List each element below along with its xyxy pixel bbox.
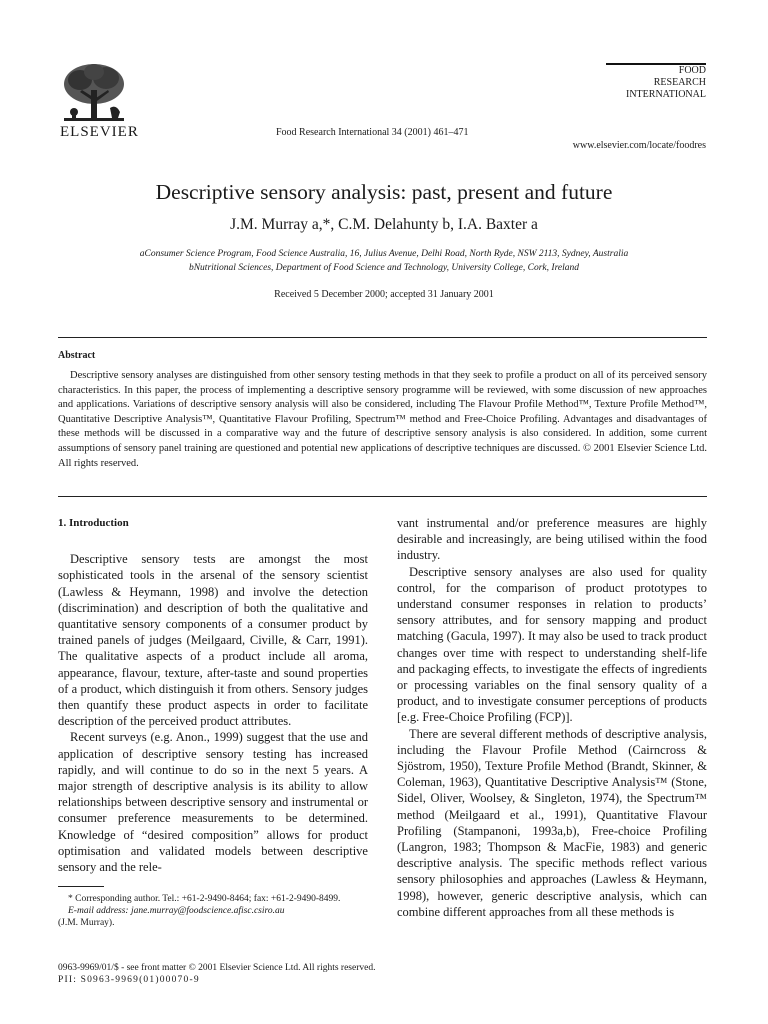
abstract-top-rule <box>58 337 707 338</box>
journal-url-link[interactable]: www.elsevier.com/locate/foodres <box>572 140 706 151</box>
body-right-column <box>397 515 707 920</box>
journal-citation: Food Research International 34 (2001) 461–471 <box>276 127 469 138</box>
pii-line: PII: S0963-9969(01)00070-9 <box>58 975 200 985</box>
author-list: J.M. Murray a,*, C.M. Delahunty b, I.A. Baxter a <box>230 216 538 233</box>
section-heading: 1. Introduction <box>58 517 129 529</box>
abstract-bottom-rule <box>58 496 707 497</box>
elsevier-tree-logo <box>58 60 130 126</box>
body-paragraph: There are several different methods of descriptive analysis, including the Flavour Profile Method (Cairncross & Sjöstrom, 1950), Texture Profile Method (Brandt, Skinner, & Coleman, 1963), Quantitative Descriptive Analysis™ (Stone, Sidel, Oliver, Woolsey, & Singleton, 1974), the Spectrum™ method (Meilgaard et al., 1991), Quantitative Flavour Profiling (Stampanoni, 1993a,b), Free-choice Profiling (Langron, 1983; Thompson & MacFie, 1983) and generic descriptive analysis. The specific methods reflect various sensory philosophies and approaches (Lawless & Heymann, 1998), however, generic descriptive analysis, which can combine different approaches from all these methods is <box>397 726 707 919</box>
publisher-logo-text: ELSEVIER <box>60 124 139 140</box>
received-dates: Received 5 December 2000; accepted 31 January 2001 <box>274 289 494 300</box>
body-paragraph: Recent surveys (e.g. Anon., 1999) suggest that the use and application of descriptive sensory testing has increased rapidly, and will continue to do so in the next 5 years. A major strength of descriptive analysis is its ability to allow relationships between descriptive sensory and instrumental or consumer preference measurements to be determined. Knowledge of “desired composition” allows for product optimisation and validated models between descriptive sensory and the rele- <box>58 730 368 875</box>
body-paragraph: Descriptive sensory analyses are also used for quality control, for the comparison of product prototypes to understand consumer responses in relation to products’ sensory attributes, and for sensory mapping and product matching (Gacula, 1997). It may also be used to track product changes over time with respect to understanding shelf-life and packaging effects, to investigate the effects of ingredients or processing variables on the final sensory quality of a product, and to investigate consumer perceptions of products [e.g. Free-Choice Profiling (FCP)]. <box>397 564 707 725</box>
copyright-line: 0963-9969/01/$ - see front matter © 2001 Elsevier Science Ltd. All rights reserved. <box>58 963 376 973</box>
article-title: Descriptive sensory analysis: past, present and future <box>155 180 613 204</box>
corresponding-author-note: * Corresponding author. Tel.: +61-2-9490-8464; fax: +61-2-9490-8499. <box>68 894 341 904</box>
footnote-rule <box>58 886 104 887</box>
body-paragraph: vant instrumental and/or preference measures are highly desirable and increasingly, are being utilised within the food industry. <box>397 516 707 563</box>
abstract-text: Descriptive sensory analyses are distinguished from other sensory testing methods in that they seek to profile a product on all of its perceived sensory characteristics. In this paper, the process of implementing a descriptive sensory programme will be reviewed, with some discussion of new approaches and applications. Variations of descriptive sensory analysis will also be considered, including The Flavour Profile Method™, Texture Profile Method™, Quantitative Descriptive Analysis™, Quantitative Flavour Profiling, Spectrum™ method and Free-Choice Profiling. Advantages and disadvantages of these methods will be discussed in a comparative way and the future of descriptive sensory analysis is also considered. In addition, some current assumptions of sensory panel training are questioned and potential new applications of descriptive techniques are discussed. © 2001 Elsevier Science Ltd. All rights reserved. <box>58 370 707 469</box>
affiliation-b: bNutritional Sciences, Department of Food Science and Technology, University College, Cork, Ireland <box>188 263 580 273</box>
body-left-column <box>58 515 368 875</box>
email-address-link[interactable]: E-mail address: jane.murray@foodscience.afisc.csiro.au <box>68 906 285 916</box>
journal-name-line: RESEARCH <box>653 77 706 88</box>
journal-name <box>606 65 706 101</box>
journal-name-line: FOOD <box>678 65 706 76</box>
affiliation-a: aConsumer Science Program, Food Science Australia, 16, Julius Avenue, Delhi Road, North Ryde, NSW 2113, Sydney, Australia <box>139 249 629 259</box>
footnote-name: (J.M. Murray). <box>58 918 115 928</box>
footnote <box>58 893 368 929</box>
body-paragraph: Descriptive sensory tests are amongst the most sophisticated tools in the arsenal of the sensory scientist (Lawless & Heymann, 1998) and involve the detection (discrimination) and description of both the qualitative and quantitative sensory components of a consumer product by trained panels of judges (Meilgaard, Civille, & Carr, 1991). The qualitative aspects of a product include all aroma, appearance, flavour, texture, after-taste and sound properties of a product, which distinguish it from others. Sensory judges then quantify these product aspects in order to facilitate description of the perceived product attributes. <box>58 552 368 729</box>
journal-name-line: INTERNATIONAL <box>626 89 706 100</box>
abstract-heading: Abstract <box>58 350 96 361</box>
page-footer <box>58 962 375 986</box>
